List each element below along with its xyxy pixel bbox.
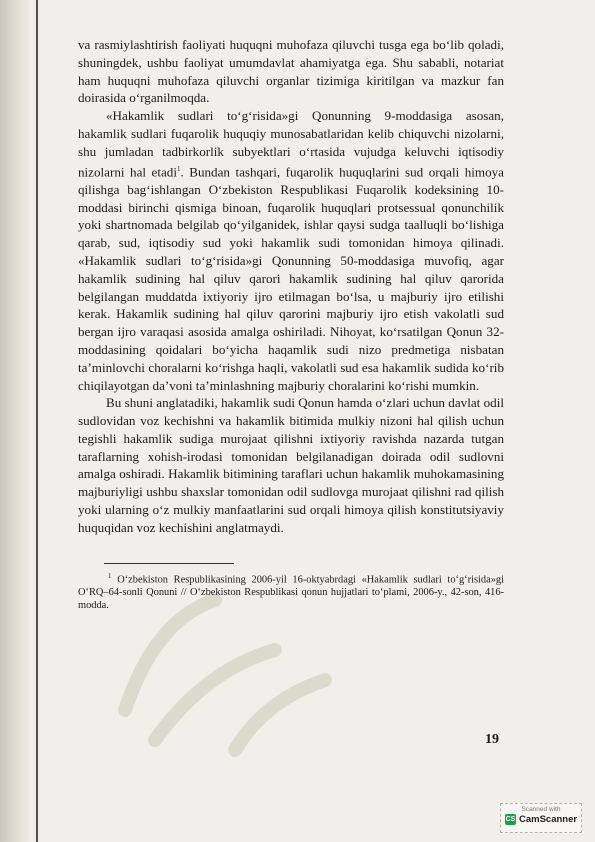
page-edge-shadow bbox=[0, 0, 30, 842]
footnote-reference: 1 bbox=[176, 164, 181, 173]
page-number: 19 bbox=[485, 732, 499, 747]
paragraph-1: va rasmiylashtirish faoliyati huquqni muhofaza qiluvchi tusga ega bo‘lib qoladi, shuningdek, ushbu faoliyat umumdavlat ahamiyatga ega. Shu sababli, notariat ham huquqni muhofaza qiluvchi organlar tizimiga kiritilgan va mazkur fan doirasida o‘rganilmoqda. bbox=[78, 37, 504, 106]
footnote-divider bbox=[104, 563, 234, 564]
paragraph-3: Bu shuni anglatadiki, hakamlik sudi Qonun hamda o‘zlari uchun davlat odil sudlovidan voz kechishni va hakamlik bitimida mulkiy nizoni hal qilish uchun tegishli hakamlik sudiga murojaat qilishni ixtiyoriy ravishda nazarda tutgan taraflarning xohish-irodasi tomonidan belgilanadigan doirada odil sudlovni amalga oshiradi. Hakamlik bitimining taraflari uchun hakamlik muhokamasining majburiyligi ushbu shaxslar tomonidan odil sudlovga murojaat qilishni rad qilish yoki ularning o‘z mulkiy manfaatlarini sud orqali himoya qilish konstitutsiyaviy huquqidan voz kechishini anglatmaydi. bbox=[78, 395, 504, 535]
footnote bbox=[78, 570, 504, 612]
footnote-text: O‘zbekiston Respublikasining 2006-yil 16-oktyabrdagi «Hakamlik sudlari to‘g‘risida»gi O‘RQ–64-sonli Qonuni // O‘zbekiston Respublikasi qonun hujjatlari to‘plami, 2006-y., 42-son, 416-modda. bbox=[78, 574, 504, 612]
scanner-brand bbox=[501, 814, 581, 825]
footnote-marker: 1 bbox=[108, 571, 112, 580]
paragraph-2-end: . Bundan tashqari, fuqarolik huquqlarini sud orqali himoya qilishga bag‘ishlangan O‘zbekiston Respublikasi Fuqarolik kodeksining 10-moddasi birinchi qismiga binoan, fuqarolik huquqlari protsessual qonunchilik yoki shartnomada belgilab qo‘yilganidek, ishlar qaysi sudga taalluqli bo‘lishiga qarab, sud, iqtisodiy sud yoki hakamlik sudi tomonidan himoya qilinadi. «Hakamlik sudlari to‘g‘risida»gi Qonunning 50-moddasiga muvofiq, agar hakamlik sudining hal qiluv qarori hakamlik sudining hal qiluv qarorida belgilangan muddatda ixtiyoriy ijro etilmagan bo‘lsa, u majburiy ijro etilishi kerak. Hakamlik sudining hal qiluv qarorini majburiy ijro etish vakolatli sud bergan ijro varaqasi asosida amalga oshiriladi. Nihoyat, ko‘rsatilgan Qonun 32-moddasining qoidalari bo‘yicha haqamlik sudi nizo predmetiga nisbatan ta’minlovchi choralarni ko‘rishga haqli, vakolatli sud esa hakamlik sudida ko‘rib chiqilayotgan da’voni ta’minlashning majburiy choralarini ko‘rishi mumkin. bbox=[78, 163, 504, 393]
scanner-name: CamScanner bbox=[519, 814, 578, 825]
scanner-caption: Scanned with bbox=[521, 806, 561, 813]
scanner-badge bbox=[500, 803, 582, 833]
camscanner-logo-icon: CS bbox=[505, 816, 516, 823]
page-content bbox=[78, 36, 504, 612]
paragraph-2-start: «Hakamlik sudlari to‘g‘risida»gi Qonunning 9-moddasiga asosan, hakamlik sudlari fuqarolik huquqiy munosabatlaridan kelib chiquvchi nizolarni, shu jumladan tadbirkorlik subyektlari o‘rtasida vujudga keluvchi iqtisodiy nizolarni hal etadi bbox=[78, 108, 504, 179]
body-text bbox=[78, 36, 504, 537]
paragraph-2 bbox=[78, 107, 504, 394]
page-edge-line bbox=[36, 0, 38, 842]
